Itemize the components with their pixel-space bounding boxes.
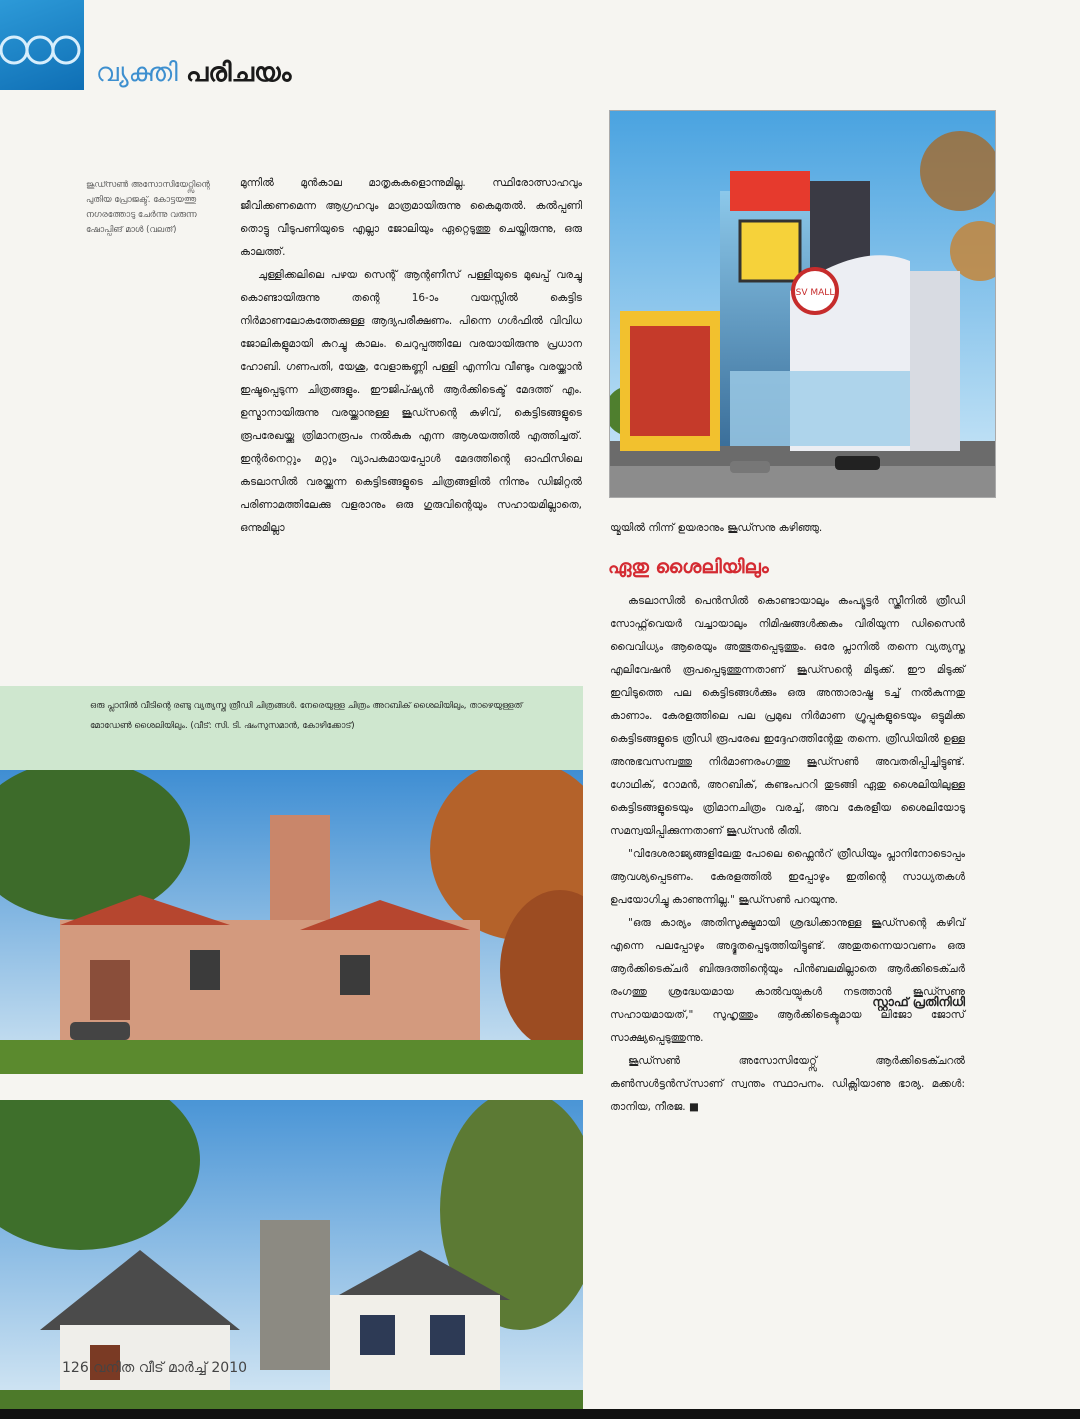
side-caption: ജൂഡ്സൺ അസോസിയേറ്റ്സിന്റെ പുതിയ പ്രോജക്ട്. കോട്ടയത്തു നഗരത്തോടു ചേർന്നു വരുന്ന ഷോപ്പിങ് മാൾ (വലത്) xyxy=(86,180,210,235)
page-footer: 126 വനിത വീട് മാർച്ച് 2010 xyxy=(62,1360,248,1376)
circles-icon xyxy=(0,30,84,70)
section-logo xyxy=(0,0,84,90)
article-column-2 xyxy=(610,590,965,1119)
bottom-strip xyxy=(0,1409,1080,1419)
paragraph: ചുള്ളിക്കലിലെ പഴയ സെന്റ് ആന്റണീസ് പള്ളിയുടെ മുഖപ്പ് വരച്ചു കൊണ്ടായിരുന്നു തന്റെ 16-ാം വയസ്സിൽ കെട്ടിട നിർമാണലോകത്തേക്കുള്ള ആദ്യപരീക്ഷണം. പിന്നെ ഗൾഫിൽ വിവിധ ജോലികളുമായി കുറച്ചു കാലം. ചെറുപ്പത്തിലേ വരയായിരുന്നു പ്രധാന ഹോബി. ഗണപതി, യേശു, വേളാങ്കണ്ണി പള്ളി എന്നിവ വീണ്ടും വരയ്ക്കാൻ ഇഷ്ടപ്പെടുന്ന ചിത്രങ്ങളും. ഈജിപ്ഷ്യൻ ആർക്കിടെക്ട് മേദത്ത് എം. ഉസ്മാനായിരുന്നു വരയ്ക്കാനുള്ള ജൂഡ്സന്റെ കഴിവ്, കെട്ടിടങ്ങളുടെ രൂപരേഖയ്ക്കു ത്രിമാനരൂപം നൽകുക എന്ന ആശയത്തിൽ എത്തിച്ചത്. ഇന്റർനെറ്റും മറ്റും വ്യാപകമായപ്പോൾ മേദത്തിന്റെ ഓഫിസിലെ കടലാസിൽ വരയ്ക്കുന്ന കെട്ടിടങ്ങളുടെ ചിത്രങ്ങളിൽ നിന്നും ഡിജിറ്റൽ പരിണാമത്തിലേക്കു വളരാനും ഒരു ഗുരുവിന്റെയും സഹായമില്ലാതെ, ഒന്നുമില്ലാ xyxy=(240,269,582,534)
byline: സ്റ്റാഫ് പ്രതിനിധി xyxy=(872,995,965,1009)
paragraph: യ്മയിൽ നിന്ന് ഉയരാനും ജൂഡ്സനു കഴിഞ്ഞു. xyxy=(610,522,823,534)
article-column-1 xyxy=(240,172,582,540)
mall-sign: SV MALL xyxy=(795,288,835,298)
paragraph: "ഒരു കാര്യം അതിസൂക്ഷ്മമായി ശ്രദ്ധിക്കാനുള്ള ജൂഡ്സന്റെ കഴിവ് എന്നെ പലപ്പോഴും അദ്ഭുതപ്പെടുത്തിയിട്ടുണ്ട്. അതുതന്നെയാവണം ഒരു ആർക്കിടെക്ചർ ബിരുദത്തിന്റെയും പിൻബലമില്ലാതെ ആർക്കിടെക്ചർ രംഗത്തു ശ്രദ്ധേയമായ കാൽവയ്പുകൾ നടത്താൻ ജൂഡ്സണു സഹായമായത്," സുഹൃത്തും ആർക്കിടെക്ടുമായ ലിജോ ജോസ് സാക്ഷ്യപ്പെടുത്തുന്നു. xyxy=(610,917,965,1044)
mall-rendering-image xyxy=(609,110,996,498)
paragraph: ജൂഡ്സൺ അസോസിയേറ്റ്സ് ആർക്കിടെക്ചറൽ കൺസൾട്ടൻസ്‌സാണ് സ്വന്തം സ്ഥാപനം. ഡിക്സിയാണു ഭാര്യ. മക്കൾ: താനിയ, നീരജ. ■ xyxy=(610,1055,965,1113)
paragraph: കടലാസിൽ പെൻസിൽ കൊണ്ടായാലും കംപ്യൂട്ടർ സ്ക്രീനിൽ ത്രീഡി സോഫ്റ്റ്‌വെയർ വച്ചായാലും നിമിഷങ്ങൾക്കകം വിരിയുന്ന ഡിസൈൻ വൈവിധ്യം ആരെയും അത്ഭുതപ്പെടുത്തും. ഒരേ പ്ലാനിൽ തന്നെ വ്യത്യസ്ത എലിവേഷൻ രൂപപ്പെടുത്തുന്നതാണ് ജൂഡ്സന്റെ മിടുക്ക്. ഈ മിടുക്ക് ഇവിടുത്തെ പല കെട്ടിടങ്ങൾക്കും ഒരു അന്താരാഷ്ട്ര ടച്ച് നൽകുന്നതു കാണാം. കേരളത്തിലെ പല പ്രമുഖ നിർമാണ ഗ്രൂപ്പുകളുടെയും ഒട്ടുമിക്ക കെട്ടിടങ്ങളുടെ ത്രീഡി രൂപരേഖ ഇദ്ദേഹത്തിന്റേതു തന്നെ. ത്രീഡിയിൽ ഉള്ള അനുഭവസമ്പത്തു നിർമാണരംഗത്തു ജൂഡ്സൺ അവതരിപ്പിച്ചിട്ടുണ്ട്. ഗോഥിക്, റോമൻ, അറബിക്, കണ്ടംപററി തുടങ്ങി ഏതു ശൈലിയിലുള്ള കെട്ടിടങ്ങളുടെയും ത്രിമാനചിത്രം വരച്ച്, അവ കേരളീയ ശൈലിയോടു സമന്വയിപ്പിക്കുന്നതാണ് ജൂഡ്സൻ രീതി. xyxy=(610,595,965,837)
section-title-part2: പരിചയം xyxy=(186,58,292,88)
arabic-style-house-image xyxy=(0,770,583,1074)
paragraph: മുന്നിൽ മുൻകാല മാതൃകകളൊന്നുമില്ല. സ്ഥിരോത്സാഹവും ജീവിക്കണമെന്ന ആഗ്രഹവും മാത്രമായിരുന്നു കൈമുതൽ. കൽപ്പണി തൊട്ടു വീടുപണിയുടെ എല്ലാ ജോലിയും ഏറ്റെടുത്തു ചെയ്തിരുന്നു, ഒരു കാലത്ത്. xyxy=(240,177,582,258)
section-title-part1: വ്യക്തി xyxy=(96,58,178,88)
section-title xyxy=(96,58,291,89)
paragraph: "വിദേശരാജ്യങ്ങളിലേതു പോലെ ഫ്ലൈൻറ് ത്രീഡിയും പ്ലാനിനോടൊപ്പം ആവശ്യപ്പെടണം. കേരളത്തിൽ ഇപ്പോഴും ഇതിന്റെ സാധ്യതകൾ ഉപയോഗിച്ചു കാണുന്നില്ല." ജൂഡ്സൺ പറയുന്നു. xyxy=(610,848,965,906)
image-caption: ഒരു പ്ലാനിൽ വീടിന്റെ രണ്ടു വ്യത്യസ്ത ത്രീഡി ചിത്രങ്ങൾ. നേരെയുള്ള ചിത്രം അറബിക് ശൈലിയിലും, താഴെയുള്ളത് മോഡേൺ ശൈലിയിലും. (വീട്: സി. ടി. ഷംസുസമാൻ, കോഴിക്കോട്) xyxy=(90,701,523,731)
article-column-2-top xyxy=(610,517,965,540)
subheading: ഏതു ശൈലിയിലും xyxy=(608,556,769,578)
